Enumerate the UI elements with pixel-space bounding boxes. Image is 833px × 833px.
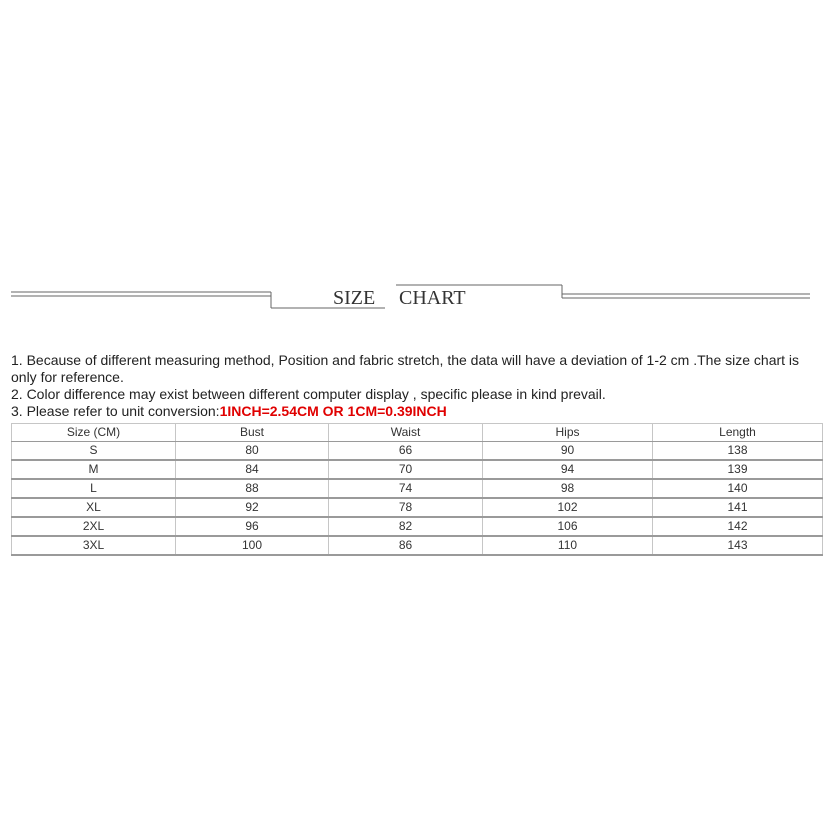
cell-length: 143 (653, 536, 823, 555)
note-1: 1. Because of different measuring method, Position and fabric stretch, the data will have a deviation of 1-2 cm .The size chart is only for reference. (11, 352, 800, 385)
header-size: Size (CM) (12, 424, 176, 442)
cell-hips: 106 (483, 517, 653, 536)
table-row (12, 498, 823, 517)
cell-bust: 80 (176, 442, 329, 461)
cell-bust: 84 (176, 460, 329, 479)
table-row (12, 517, 823, 536)
header-hips: Hips (483, 424, 653, 442)
table-row (12, 442, 823, 461)
cell-waist: 70 (329, 460, 483, 479)
table-row (12, 479, 823, 498)
cell-length: 139 (653, 460, 823, 479)
note-2: 2. Color difference may exist between different computer display , specific please in kind prevail. (11, 386, 606, 402)
cell-length: 138 (653, 442, 823, 461)
cell-hips: 110 (483, 536, 653, 555)
cell-length: 142 (653, 517, 823, 536)
cell-waist: 86 (329, 536, 483, 555)
cell-size: 3XL (12, 536, 176, 555)
cell-size: S (12, 442, 176, 461)
cell-waist: 82 (329, 517, 483, 536)
table-header-row (12, 424, 823, 442)
cell-hips: 102 (483, 498, 653, 517)
table-row (12, 536, 823, 555)
cell-size: L (12, 479, 176, 498)
note-3 (11, 403, 825, 420)
header-bust: Bust (176, 424, 329, 442)
cell-bust: 96 (176, 517, 329, 536)
cell-size: XL (12, 498, 176, 517)
banner-decoration (0, 280, 833, 312)
cell-waist: 66 (329, 442, 483, 461)
unit-conversion-highlight: 1INCH=2.54CM OR 1CM=0.39INCH (219, 403, 447, 419)
banner-word-chart: CHART (399, 287, 466, 309)
cell-bust: 92 (176, 498, 329, 517)
header-waist: Waist (329, 424, 483, 442)
note-3-prefix: 3. Please refer to unit conversion: (11, 403, 220, 419)
cell-waist: 78 (329, 498, 483, 517)
cell-hips: 90 (483, 442, 653, 461)
notes-block (11, 352, 825, 420)
cell-hips: 94 (483, 460, 653, 479)
table-row (12, 460, 823, 479)
size-table (11, 423, 823, 556)
cell-bust: 100 (176, 536, 329, 555)
cell-bust: 88 (176, 479, 329, 498)
cell-size: M (12, 460, 176, 479)
cell-size: 2XL (12, 517, 176, 536)
cell-length: 140 (653, 479, 823, 498)
size-chart-banner (0, 280, 833, 312)
cell-waist: 74 (329, 479, 483, 498)
header-length: Length (653, 424, 823, 442)
cell-length: 141 (653, 498, 823, 517)
banner-word-size: SIZE (333, 287, 376, 309)
cell-hips: 98 (483, 479, 653, 498)
